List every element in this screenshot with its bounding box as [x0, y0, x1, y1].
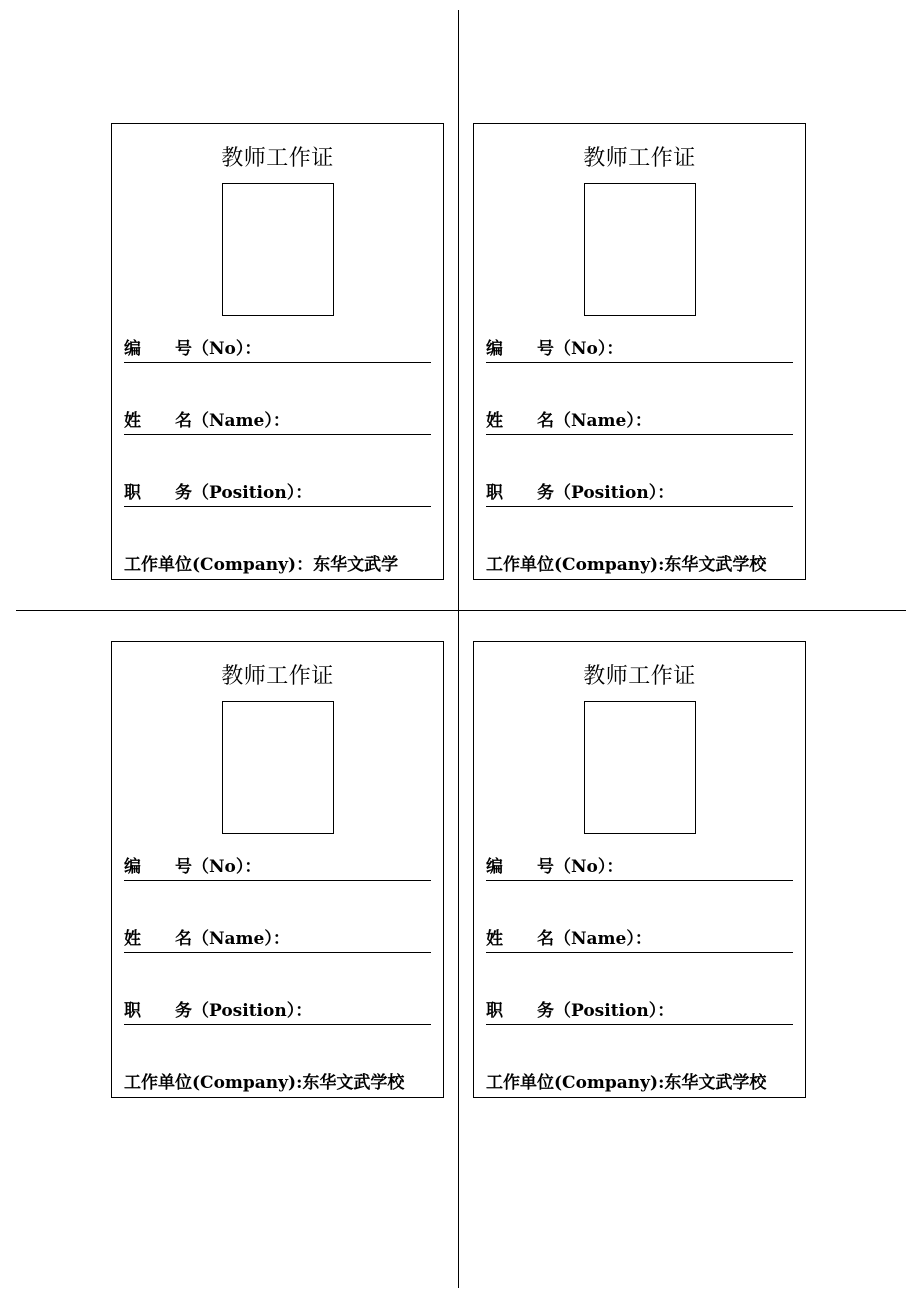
field-name [124, 408, 431, 435]
field-position [486, 480, 793, 507]
field-position-label: 职 务（Position）： [124, 1001, 313, 1021]
id-card-bottom-left [111, 641, 444, 1098]
field-position [124, 480, 431, 507]
field-position [124, 998, 431, 1025]
company-line: 工作单位(Company):东华文武学校 [124, 1073, 405, 1093]
vertical-cut-line [458, 10, 459, 1288]
field-number-label: 编 号（No）： [124, 857, 262, 877]
field-name-label: 姓 名（Name）： [124, 929, 290, 949]
field-number [486, 336, 793, 363]
field-name-label: 姓 名（Name）： [486, 411, 652, 431]
company-line: 工作单位(Company):东华文武学校 [486, 555, 767, 575]
field-number [124, 336, 431, 363]
card-title: 教师工作证 [583, 664, 696, 689]
card-title: 教师工作证 [221, 664, 334, 689]
photo-placeholder [222, 701, 334, 834]
id-card-top-left [111, 123, 444, 580]
field-number-label: 编 号（No）： [486, 857, 624, 877]
field-name-label: 姓 名（Name）： [486, 929, 652, 949]
photo-placeholder [584, 701, 696, 834]
field-position-label: 职 务（Position）： [486, 1001, 675, 1021]
field-position [486, 998, 793, 1025]
photo-placeholder [584, 183, 696, 316]
card-title: 教师工作证 [221, 146, 334, 171]
card-title: 教师工作证 [583, 146, 696, 171]
field-name [486, 926, 793, 953]
company-line: 工作单位(Company):东华文武学校 [486, 1073, 767, 1093]
company-line: 工作单位(Company)：东华文武学 [124, 555, 399, 575]
field-number-label: 编 号（No）： [124, 339, 262, 359]
field-name [486, 408, 793, 435]
id-card-top-right [473, 123, 806, 580]
field-name-label: 姓 名（Name）： [124, 411, 290, 431]
horizontal-cut-line [16, 610, 906, 611]
field-number [124, 854, 431, 881]
field-name [124, 926, 431, 953]
field-number [486, 854, 793, 881]
field-number-label: 编 号（No）： [486, 339, 624, 359]
field-position-label: 职 务（Position）： [486, 483, 675, 503]
field-position-label: 职 务（Position）： [124, 483, 313, 503]
id-card-bottom-right [473, 641, 806, 1098]
photo-placeholder [222, 183, 334, 316]
